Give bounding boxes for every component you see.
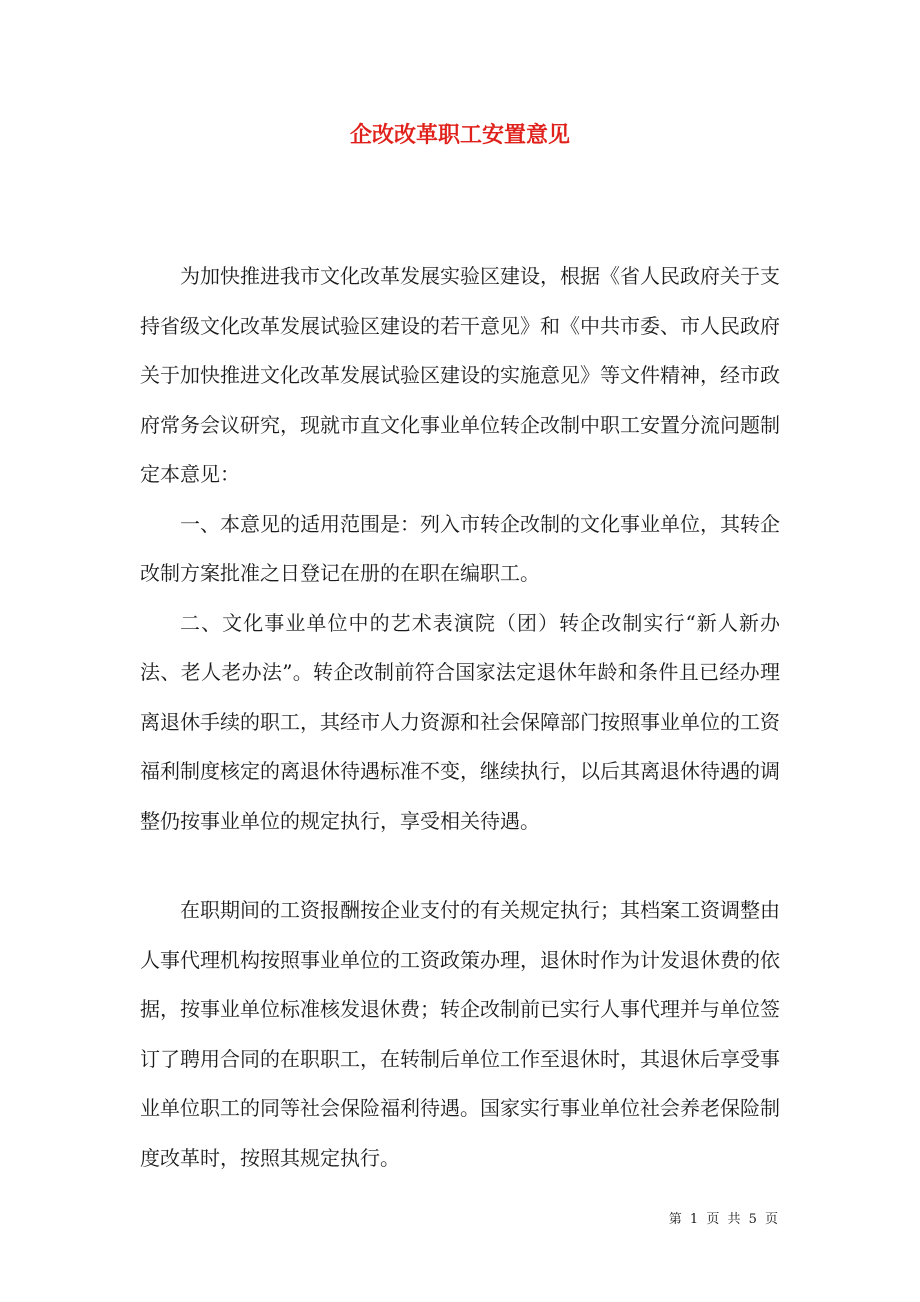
body-section-bottom — [140, 886, 780, 1183]
paragraph-performance-troupe: 二、文化事业单位中的艺术表演院（团）转企改制实行“新人新办法、老人老办法”。转企改制前符合国家法定退休年龄和条件且已经办理离退休手续的职工，其经市人力资源和社会保障部门按照事业单位的工资福利制度核定的离退休待遇标准不变，继续执行，以后其离退休待遇的调整仍按事业单位的规定执行，享受相关待遇。 — [140, 610, 780, 833]
body-section-top — [140, 252, 780, 846]
document-title: 企改改革职工安置意见 — [349, 122, 570, 148]
paragraph-scope: 一、本意见的适用范围是：列入市转企改制的文化事业单位，其转企改制方案批准之日登记在册的在职在编职工。 — [140, 511, 780, 585]
paragraph-intro: 为加快推进我市文化改革发展实验区建设，根据《省人民政府关于支持省级文化改革发展试验区建设的若干意见》和《中共市委、市人民政府关于加快推进文化改革发展试验区建设的实施意见》等文件精神，经市政府常务会议研究，现就市直文化事业单位转企改制中职工安置分流问题制定本意见： — [140, 264, 780, 486]
page-number: 第 1 页 共 5 页 — [668, 1212, 780, 1227]
paragraph-salary: 在职期间的工资报酬按企业支付的有关规定执行；其档案工资调整由人事代理机构按照事业单位的工资政策办理，退休时作为计发退休费的依据，按事业单位标准核发退休费；转企改制前已实行人事代理并与单位签订了聘用合同的在职职工，在转制后单位工作至退休时，其退休后享受事业单位职工的同等社会保险福利待遇。国家实行事业单位社会养老保险制度改革时，按照其规定执行。 — [140, 898, 780, 1170]
